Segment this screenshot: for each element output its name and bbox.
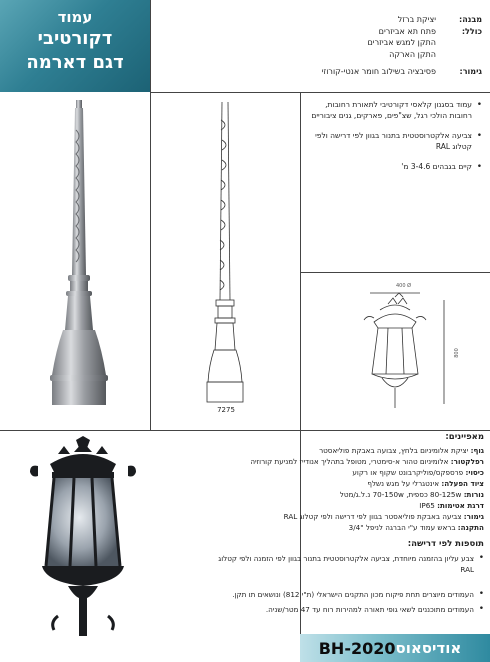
options-title: תוספות לפי דרישה: — [407, 539, 484, 549]
list-item: • צביעה אלקטרוסטטית בתנור בגוון לפי דרישה ולפי קטלוג RAL — [306, 131, 482, 152]
standards-list — [208, 589, 484, 615]
list-item: • צבע עליון בהזמנה מיוחדת, צביעה אלקטרוסטטית בתנור בגוון לפי הזמנה ולפי קטלוג RAL — [208, 553, 484, 575]
pole-drawing — [200, 100, 250, 404]
footer-banner — [300, 634, 490, 662]
feature-line: גימור: צביעה באבקת פוליאסטר בגוון לפי דרישה ולפי קטלוג RAL — [283, 512, 484, 521]
divider-h2 — [300, 272, 490, 273]
feature-line: נורות: 80-125w כספית, 70-150w נ.ל.ג/מטל — [339, 490, 484, 499]
feature-line: רפלקטור: אלומיניום טהור א-סימטרי, מטופל בתהליך אנודייז למניעת קורוזיה — [250, 457, 484, 466]
list-item: • קיים בגבהים 3-4.6 מ' — [306, 162, 482, 173]
lantern-drawing — [360, 292, 450, 414]
specs-block — [160, 14, 482, 84]
brand-name: אודיסאוס — [395, 639, 462, 657]
divider-v2 — [300, 92, 301, 430]
dimension-height: 800 — [453, 348, 460, 358]
list-item: • העמודים מתוכננים לשאי גופי תאורה למהירות רוח עד 47 מטר/שניה. — [208, 604, 484, 615]
title-line-1: עמוד — [57, 8, 93, 26]
feature-line: גוף: יציקת אלומיניום בלחץ, צבועה באבקת פוליאסטר — [319, 446, 484, 455]
feature-line: התקנה: בראש עמוד ע"י הברגה לניפל "3/4 — [348, 523, 484, 532]
spec-row: התקן למגש אביזרים — [367, 38, 436, 47]
spec-row: מבנה: יציקת ברזל — [397, 15, 482, 24]
spec-row: כולל: פתח תא אביזרים — [378, 26, 482, 36]
lantern-photo — [28, 436, 138, 636]
feature-line: ציוד הפעלה: אינטגרלי על מגש נשלף — [367, 479, 484, 488]
title-box — [0, 0, 150, 92]
features-title: מאפיינים: — [445, 432, 484, 442]
spec-row: התקן הארקה — [389, 49, 436, 59]
list-item: • העמודים מיוצרים תחת פיקוח מכון התקנים הישראלי (ת"י 812) ונושאים תו תקן. — [208, 589, 484, 600]
feature-line: כיסוי: פרספקס/פוליקרבונט שקוף או רקוע — [352, 468, 484, 477]
dimension-width: 400 Ø — [396, 283, 412, 289]
divider-h3 — [0, 430, 490, 431]
divider-h1 — [150, 92, 490, 93]
options-list — [208, 553, 484, 575]
model-code: BH-2020 — [318, 638, 396, 658]
model-number: 7275 — [217, 406, 235, 414]
pole-photo — [30, 100, 130, 410]
feature-line: דרגת אטימות: IP65 — [419, 501, 484, 510]
list-item: • עמוד בסגנון קלאסי דקורטיבי לתאורת רחובות, רחובות הולכי רגל, שצ"פים, פארקים, גנים ציבוריים — [306, 100, 482, 121]
divider-v1 — [150, 0, 151, 430]
description-list — [306, 100, 482, 183]
title-line-2: דקורטיבי — [37, 28, 113, 49]
spec-row: גימור: פסיבציה בשילוב חומר אנטי-קורוזי — [321, 67, 482, 76]
title-line-3: דגם דארמה — [26, 52, 124, 73]
features-block — [208, 432, 484, 619]
